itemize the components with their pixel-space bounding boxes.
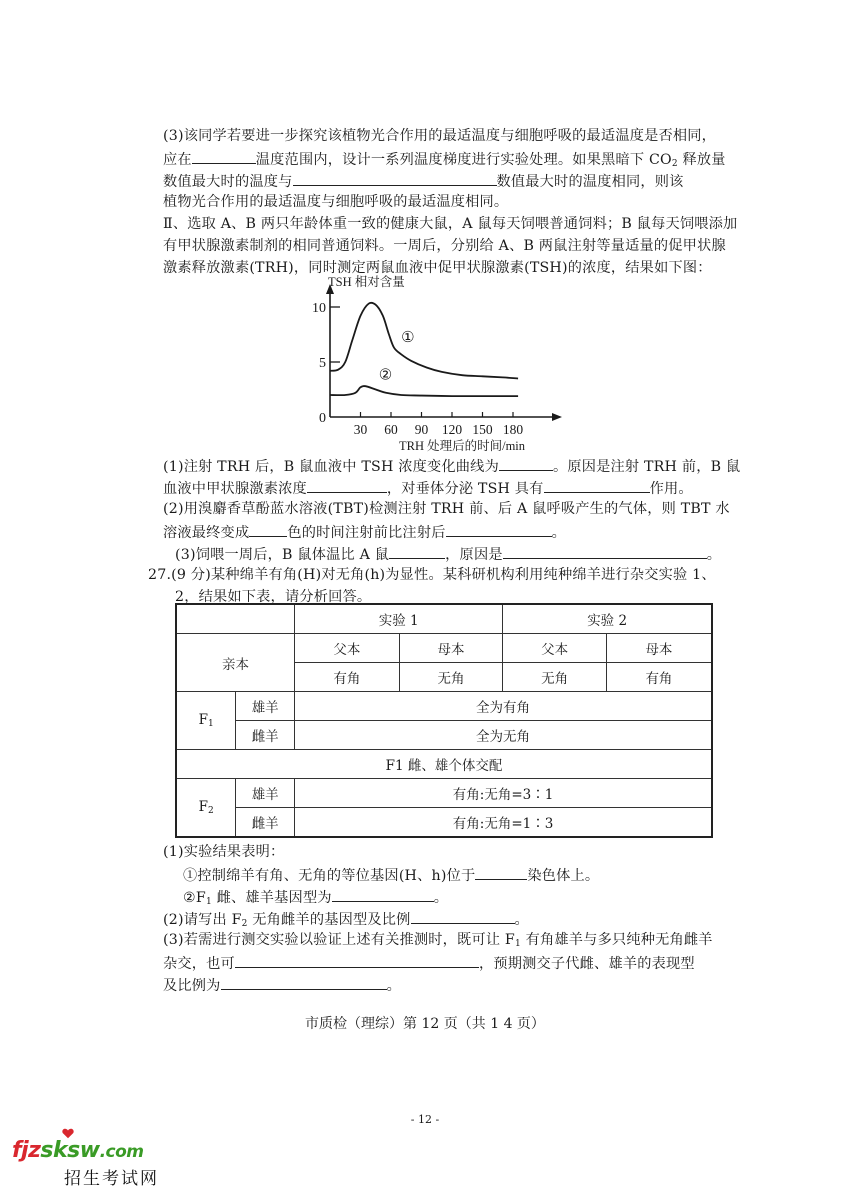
q27-line2: 2，结果如下表，请分析回答。 [175,589,372,605]
answer-blank[interactable] [475,865,527,880]
exp2-mother-label: 母本 [606,634,712,663]
q27-3c [163,975,763,995]
text: 应在 [163,152,192,168]
q27-2 [163,909,763,933]
text: 雌、雄羊基因型为 [211,890,332,906]
text: 血液中甲状腺激素浓度 [163,481,307,497]
text: 。 [551,525,566,541]
text: ，对垂体分泌 TSH 具有 [386,481,544,497]
text: 及比例为 [163,978,221,994]
text: (3)饲喂一周后，B 鼠体温比 A 鼠 [175,547,390,563]
exp1-header: 实验 1 [295,604,503,634]
series-line-1 [330,303,518,379]
logo-part2: sksw [40,1138,100,1163]
subscript: 1 [207,719,214,729]
f2-label [176,779,236,838]
text: (2)请写出 F [163,912,242,928]
x-tick-label: 150 [472,422,493,437]
section3-line1: (3)该同学若要进一步探究该植物光合作用的最适温度与细胞呼吸的最适温度是否相同， [163,128,717,144]
answer-blank[interactable] [332,887,434,902]
answer-blank[interactable] [293,171,497,186]
text: 作用。 [649,481,693,497]
text: F [198,799,208,815]
y-tick-label: 10 [312,301,326,316]
table-row [176,692,712,721]
f1-male-result: 全为有角 [295,692,712,721]
section3-line4: 植物光合作用的最适温度与细胞呼吸的最适温度相同。 [163,194,509,210]
subscript: 2 [671,159,678,169]
empty-cell [176,604,295,634]
part2-line1: Ⅱ、选取 A、B 两只年龄体重一致的健康大鼠，A 鼠每天饲喂普通饲料；B 鼠每天饲喂添加 [163,216,738,232]
page-number: - 12 - [410,1113,440,1126]
chart-series [330,303,518,396]
logo-part1: fjz [12,1138,41,1163]
f2-male-label: 雄羊 [236,779,295,808]
answer-blank[interactable] [446,522,552,537]
f2-female-result: 有角:无角=1∶3 [295,808,712,838]
x-tick-label: 90 [414,422,429,437]
subscript: 1 [514,939,521,949]
exp2-father-label: 父本 [503,634,607,663]
f1-male-label: 雄羊 [236,692,295,721]
table-row [176,604,712,634]
q27-1-2 [183,887,783,911]
series-line-2 [330,386,518,396]
exam-footer: 市质检（理综）第 12 页（共 1 4 页） [305,1016,545,1032]
subscript: 1 [205,897,212,907]
heart-icon [62,1128,74,1139]
exp1-mother-label: 母本 [399,634,503,663]
answer-blank[interactable] [499,456,553,471]
exp2-father-value: 无角 [503,663,607,692]
cross-note: F1 雌、雄个体交配 [176,750,712,779]
table-row [176,808,712,838]
site-logo[interactable] [12,1138,159,1189]
text: 。 [386,978,401,994]
answer-blank[interactable] [503,544,707,559]
answer-blank[interactable] [389,544,445,559]
answer-blank[interactable] [235,953,479,968]
part2-line3: 激素释放激素(TRH)，同时测定两鼠血液中促甲状腺激素(TSH)的浓度，结果如下图： [163,260,712,276]
text: 数值最大时的温度与 [163,174,293,190]
q-part2-2a: (2)用溴麝香草酚蓝水溶液(TBT)检测注射 TRH 前、后 A 鼠呼吸产生的气体，则 TBT 水 [163,501,730,517]
text: 杂交，也可 [163,956,235,972]
answer-blank[interactable] [411,909,515,924]
text: 。 [514,912,529,928]
text: 无角雌羊的基因型及比例 [247,912,411,928]
table-row [176,779,712,808]
table-row [176,721,712,750]
f1-female-result: 全为无角 [295,721,712,750]
hybridization-table [175,603,713,838]
chart-axes [326,284,562,421]
exp1-father-value: 有角 [295,663,400,692]
text: 有角雄羊与多只纯种无角雌羊 [520,932,713,948]
text: ①控制绵羊有角、无角的等位基因(H、h)位于 [183,868,476,884]
q27-1-1 [183,865,783,885]
text: (1)注射 TRH 后，B 鼠血液中 TSH 浓度变化曲线为 [163,459,499,475]
text: 。 [706,547,722,563]
x-axis-label: TRH 处理后的时间/min [398,439,526,452]
q27-3b [163,953,763,973]
answer-blank[interactable] [221,975,387,990]
q-part2-1b [163,478,763,498]
parents-label: 亲本 [176,634,295,692]
exp1-mother-value: 无角 [399,663,503,692]
subscript: 2 [207,806,214,816]
exp2-header: 实验 2 [503,604,712,634]
answer-blank[interactable] [307,478,387,493]
text: 释放量 [677,152,726,168]
y-tick-label: 0 [319,411,326,426]
answer-blank[interactable] [249,522,287,537]
y-tick-label: 5 [319,356,326,371]
answer-blank[interactable] [544,478,650,493]
logo-subtitle: 招生考试网 [64,1169,159,1189]
text: ，预期测交子代雌、雄羊的表现型 [478,956,695,972]
q-part2-1a [163,456,763,476]
q-part2-3 [175,544,775,564]
q27-line1: 27.(9 分)某种绵羊有角(H)对无角(h)为显性。某科研机构利用纯种绵羊进行杂交实验 1、 [148,567,716,583]
exp1-father-label: 父本 [295,634,400,663]
x-axis-arrow-icon [552,413,562,421]
text: ，原因是 [445,547,503,563]
table-row [176,634,712,663]
f2-male-result: 有角:无角=3∶1 [295,779,712,808]
text: 染色体上。 [527,868,600,884]
f1-female-label: 雌羊 [236,721,295,750]
x-tick-label: 180 [502,422,524,437]
subscript: 2 [241,919,248,929]
q-part2-2b [163,522,763,542]
x-tick-label: 60 [384,422,398,437]
exp2-mother-value: 有角 [606,663,712,692]
f1-label [176,692,236,750]
x-tick-label: 30 [353,422,368,437]
y-axis-label: TSH 相对含量 [328,275,405,289]
text: F [198,712,208,728]
answer-blank[interactable] [192,149,256,164]
section3-line3 [163,171,763,191]
tsh-chart [300,272,570,452]
text: 数值最大时的温度相同，则该 [496,174,684,190]
logo-domain: .com [99,1142,144,1162]
part2-line2: 有甲状腺激素制剂的相同普通饲料。一周后，分别给 A、B 两鼠注射等量适量的促甲状腺 [163,238,726,254]
section3-line2 [163,149,763,173]
text: (3)若需进行测交实验以验证上述有关推测时，既可让 F [163,932,515,948]
text: 色的时间注射前比注射后 [287,525,446,541]
text: 温度范围内，设计一系列温度梯度进行实验处理。如果黑暗下 CO [255,152,672,168]
text: 。 [433,890,449,906]
q27-3a [163,931,763,953]
q27-1: (1)实验结果表明： [163,844,285,860]
text: 溶液最终变成 [163,525,250,541]
text: ②F [183,890,206,906]
table-row [176,750,712,779]
f2-female-label: 雌羊 [236,808,295,838]
x-tick-label: 120 [441,422,463,437]
series-label-2: ② [378,367,393,384]
series-label-1: ① [401,330,415,347]
text: 。原因是注射 TRH 前，B 鼠 [552,459,741,475]
